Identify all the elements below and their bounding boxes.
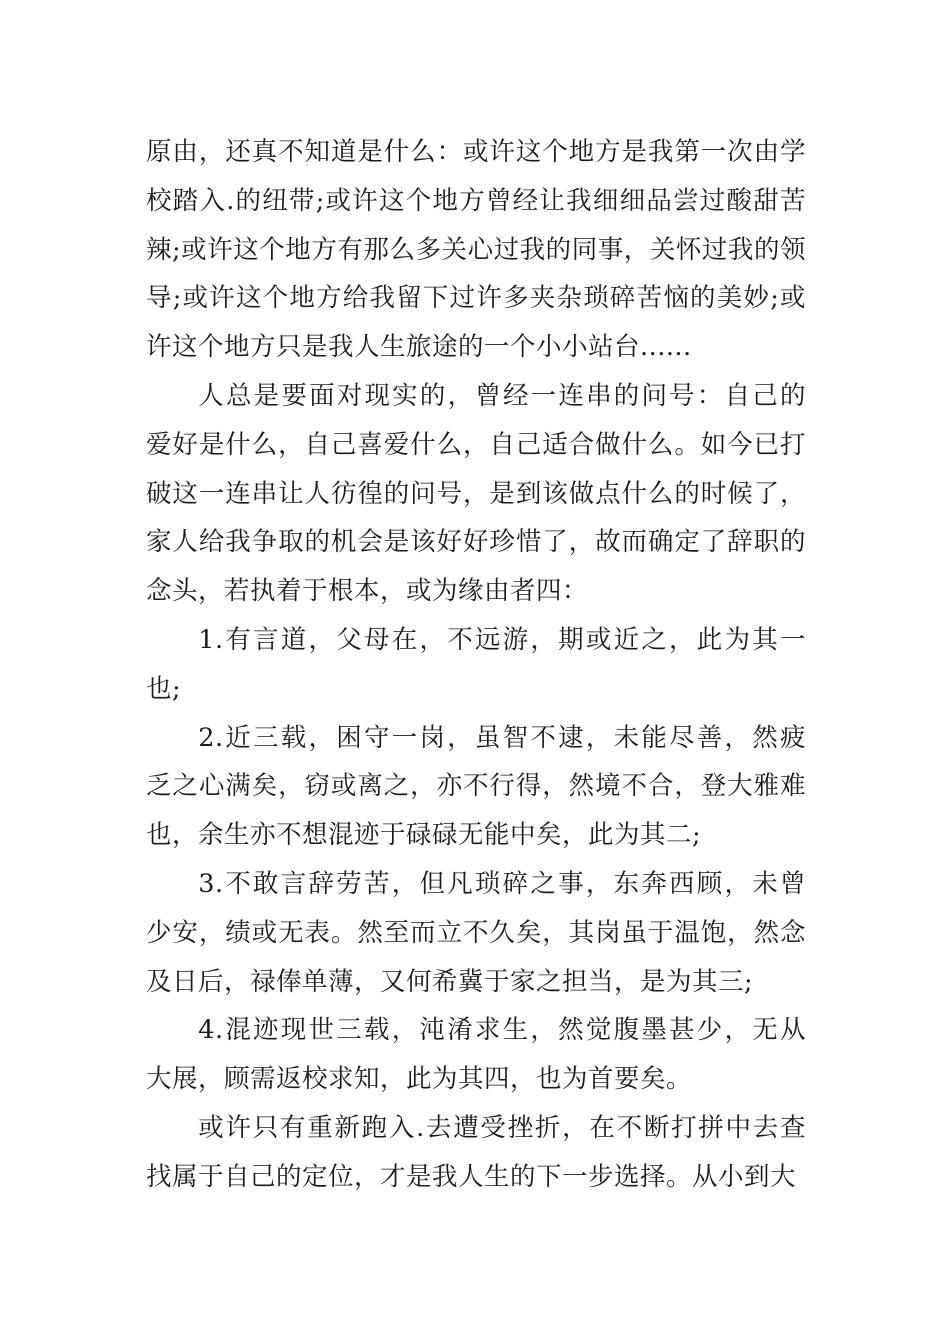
- paragraph-2: [146, 372, 806, 616]
- text-line: 及日后，禄俸单薄，又何希冀于家之担当，是为其三;: [146, 966, 754, 997]
- paragraph-1: [146, 128, 806, 372]
- text-line: 或许只有重新跑入.去遭受挫折，在不断打拼中去查: [198, 1112, 806, 1143]
- text-line: 4.混迹现世三载，沌淆求生，然觉腹墨甚少，无从: [198, 1015, 806, 1046]
- document-body: [146, 128, 806, 1202]
- text-line: 1.有言道，父母在，不远游，期或近之，此为其一: [198, 624, 806, 655]
- paragraph-4: [146, 714, 806, 860]
- text-line: 人总是要面对现实的，曾经一连串的问号：自己的: [198, 380, 806, 411]
- text-line: 爱好是什么，自己喜爱什么，自己适合做什么。如今已打: [146, 429, 806, 460]
- text-line: 原由，还真不知道是什么：或许这个地方是我第一次由学: [146, 137, 806, 167]
- text-line: 大展，顾需返校求知，此为其四，也为首要矣。: [146, 1064, 693, 1095]
- paragraph-7: [146, 1104, 806, 1202]
- text-line: 乏之心满矣，窃或离之，亦不行得，然境不合，登大雅难: [146, 771, 806, 802]
- text-line: 校踏入.的纽带;或许这个地方曾经让我细细品尝过酸甜苦: [146, 185, 806, 216]
- paragraph-5: [146, 860, 806, 1006]
- paragraph-6: [146, 1006, 806, 1104]
- text-line: 2.近三载，困守一岗，虽智不逮，未能尽善，然疲: [198, 722, 806, 753]
- text-line: 破这一连串让人彷徨的问号，是到该做点什么的时候了，: [146, 478, 806, 509]
- text-line: 也;: [146, 673, 182, 704]
- text-line: 念头，若执着于根本，或为缘由者四：: [146, 576, 589, 607]
- text-line: 也，余生亦不想混迹于碌碌无能中矣，此为其二;: [146, 820, 702, 851]
- text-line: 家人给我争取的机会是该好好珍惜了，故而确定了辞职的: [146, 527, 806, 558]
- text-line: 3.不敢言辞劳苦，但凡琐碎之事，东奔西顾，未曾: [198, 868, 806, 899]
- text-line: 少安，绩或无表。然至而立不久矣，其岗虽于温饱，然念: [146, 917, 806, 948]
- text-line: 找属于自己的定位，才是我人生的下一步选择。从小到大: [146, 1161, 797, 1192]
- text-line: 许这个地方只是我人生旅途的一个小小站台......: [146, 332, 692, 363]
- paragraph-3: [146, 616, 806, 714]
- text-line: 导;或许这个地方给我留下过许多夹杂琐碎苦恼的美妙;或: [146, 283, 806, 314]
- text-line: 辣;或许这个地方有那么多关心过我的同事，关怀过我的领: [146, 234, 806, 265]
